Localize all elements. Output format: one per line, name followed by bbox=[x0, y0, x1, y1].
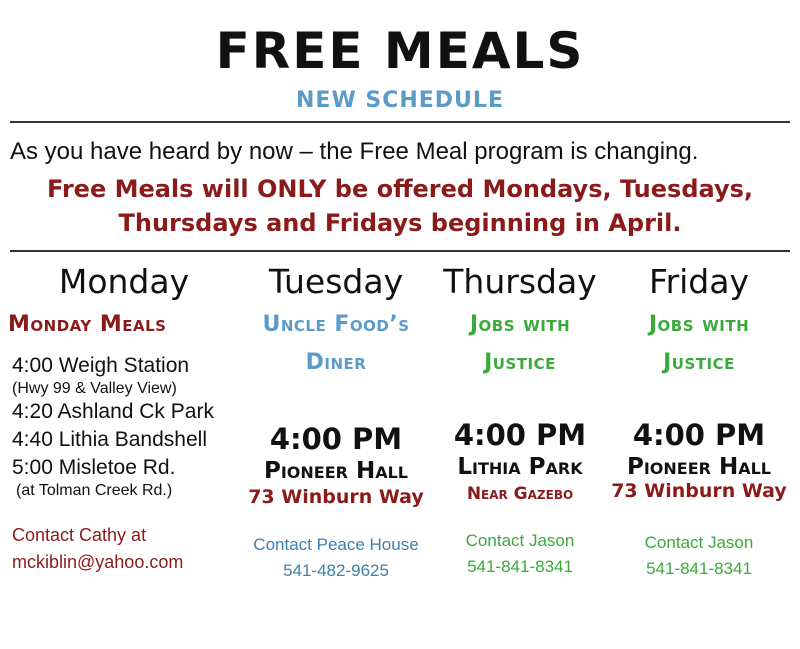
tuesday-place: Pioneer Hall bbox=[263, 458, 408, 484]
monday-contact-email[interactable]: mckiblin@yahoo.com bbox=[12, 552, 184, 572]
thursday-host-line-1: Jobs with bbox=[469, 312, 571, 337]
thursday-column bbox=[430, 262, 610, 580]
intro-text: As you have heard by now – the Free Meal program is changing. bbox=[10, 138, 699, 165]
friday-day: Friday bbox=[648, 262, 749, 301]
top-divider bbox=[10, 121, 790, 123]
thursday-contact-name: Contact Jason bbox=[465, 531, 575, 550]
thursday-contact bbox=[430, 528, 610, 580]
thursday-address: Near Gazebo bbox=[466, 484, 574, 504]
tuesday-contact-name: Contact Peace House bbox=[253, 535, 419, 554]
monday-stop-note: (Hwy 99 & Valley View) bbox=[12, 380, 177, 397]
tuesday-contact bbox=[236, 532, 436, 584]
monday-host: Monday Meals bbox=[8, 312, 167, 337]
tuesday-contact-phone[interactable]: 541-482-9625 bbox=[283, 561, 389, 580]
friday-column bbox=[604, 262, 794, 582]
schedule-notice bbox=[0, 172, 800, 240]
thursday-place: Lithia Park bbox=[457, 454, 583, 480]
monday-day: Monday bbox=[58, 262, 190, 301]
monday-contact-name: Contact Cathy at bbox=[12, 525, 147, 545]
notice-line-1: Free Meals will ONLY be offered Mondays, Tuesdays, bbox=[46, 175, 754, 203]
thursday-day: Thursday bbox=[443, 262, 597, 301]
thursday-contact-phone[interactable]: 541-841-8341 bbox=[467, 557, 573, 576]
friday-contact bbox=[604, 530, 794, 582]
tuesday-day: Tuesday bbox=[268, 262, 404, 301]
monday-column bbox=[8, 262, 240, 576]
friday-address: 73 Winburn Way bbox=[611, 480, 787, 502]
friday-place: Pioneer Hall bbox=[626, 454, 771, 480]
tuesday-address: 73 Winburn Way bbox=[248, 486, 424, 508]
page-subtitle: NEW SCHEDULE bbox=[296, 88, 504, 113]
page-title: FREE MEALS bbox=[215, 22, 585, 80]
tuesday-host bbox=[236, 306, 436, 382]
middle-divider bbox=[10, 250, 790, 252]
monday-contact bbox=[8, 522, 240, 576]
friday-time: 4:00 PM bbox=[632, 418, 766, 452]
monday-stop: 5:00 Misletoe Rd. bbox=[12, 456, 176, 479]
friday-host bbox=[604, 306, 794, 382]
friday-contact-phone[interactable]: 541-841-8341 bbox=[646, 559, 752, 578]
friday-host-line-1: Jobs with bbox=[648, 312, 750, 337]
thursday-host bbox=[430, 306, 610, 382]
tuesday-host-line-1: Uncle Food’s bbox=[262, 312, 410, 337]
tuesday-host-line-2: Diner bbox=[305, 350, 367, 375]
monday-stops bbox=[8, 354, 240, 500]
thursday-host-line-2: Justice bbox=[484, 350, 556, 375]
tuesday-time: 4:00 PM bbox=[269, 422, 403, 456]
monday-stop: 4:00 Weigh Station bbox=[12, 354, 190, 377]
friday-host-line-2: Justice bbox=[663, 350, 735, 375]
tuesday-column bbox=[236, 262, 436, 584]
monday-stop: 4:20 Ashland Ck Park bbox=[12, 400, 214, 423]
friday-contact-name: Contact Jason bbox=[644, 533, 754, 552]
monday-stop: 4:40 Lithia Bandshell bbox=[12, 428, 207, 451]
monday-stop-note: (at Tolman Creek Rd.) bbox=[16, 482, 173, 499]
thursday-time: 4:00 PM bbox=[453, 418, 587, 452]
notice-line-2: Thursdays and Fridays beginning in April. bbox=[118, 209, 682, 237]
